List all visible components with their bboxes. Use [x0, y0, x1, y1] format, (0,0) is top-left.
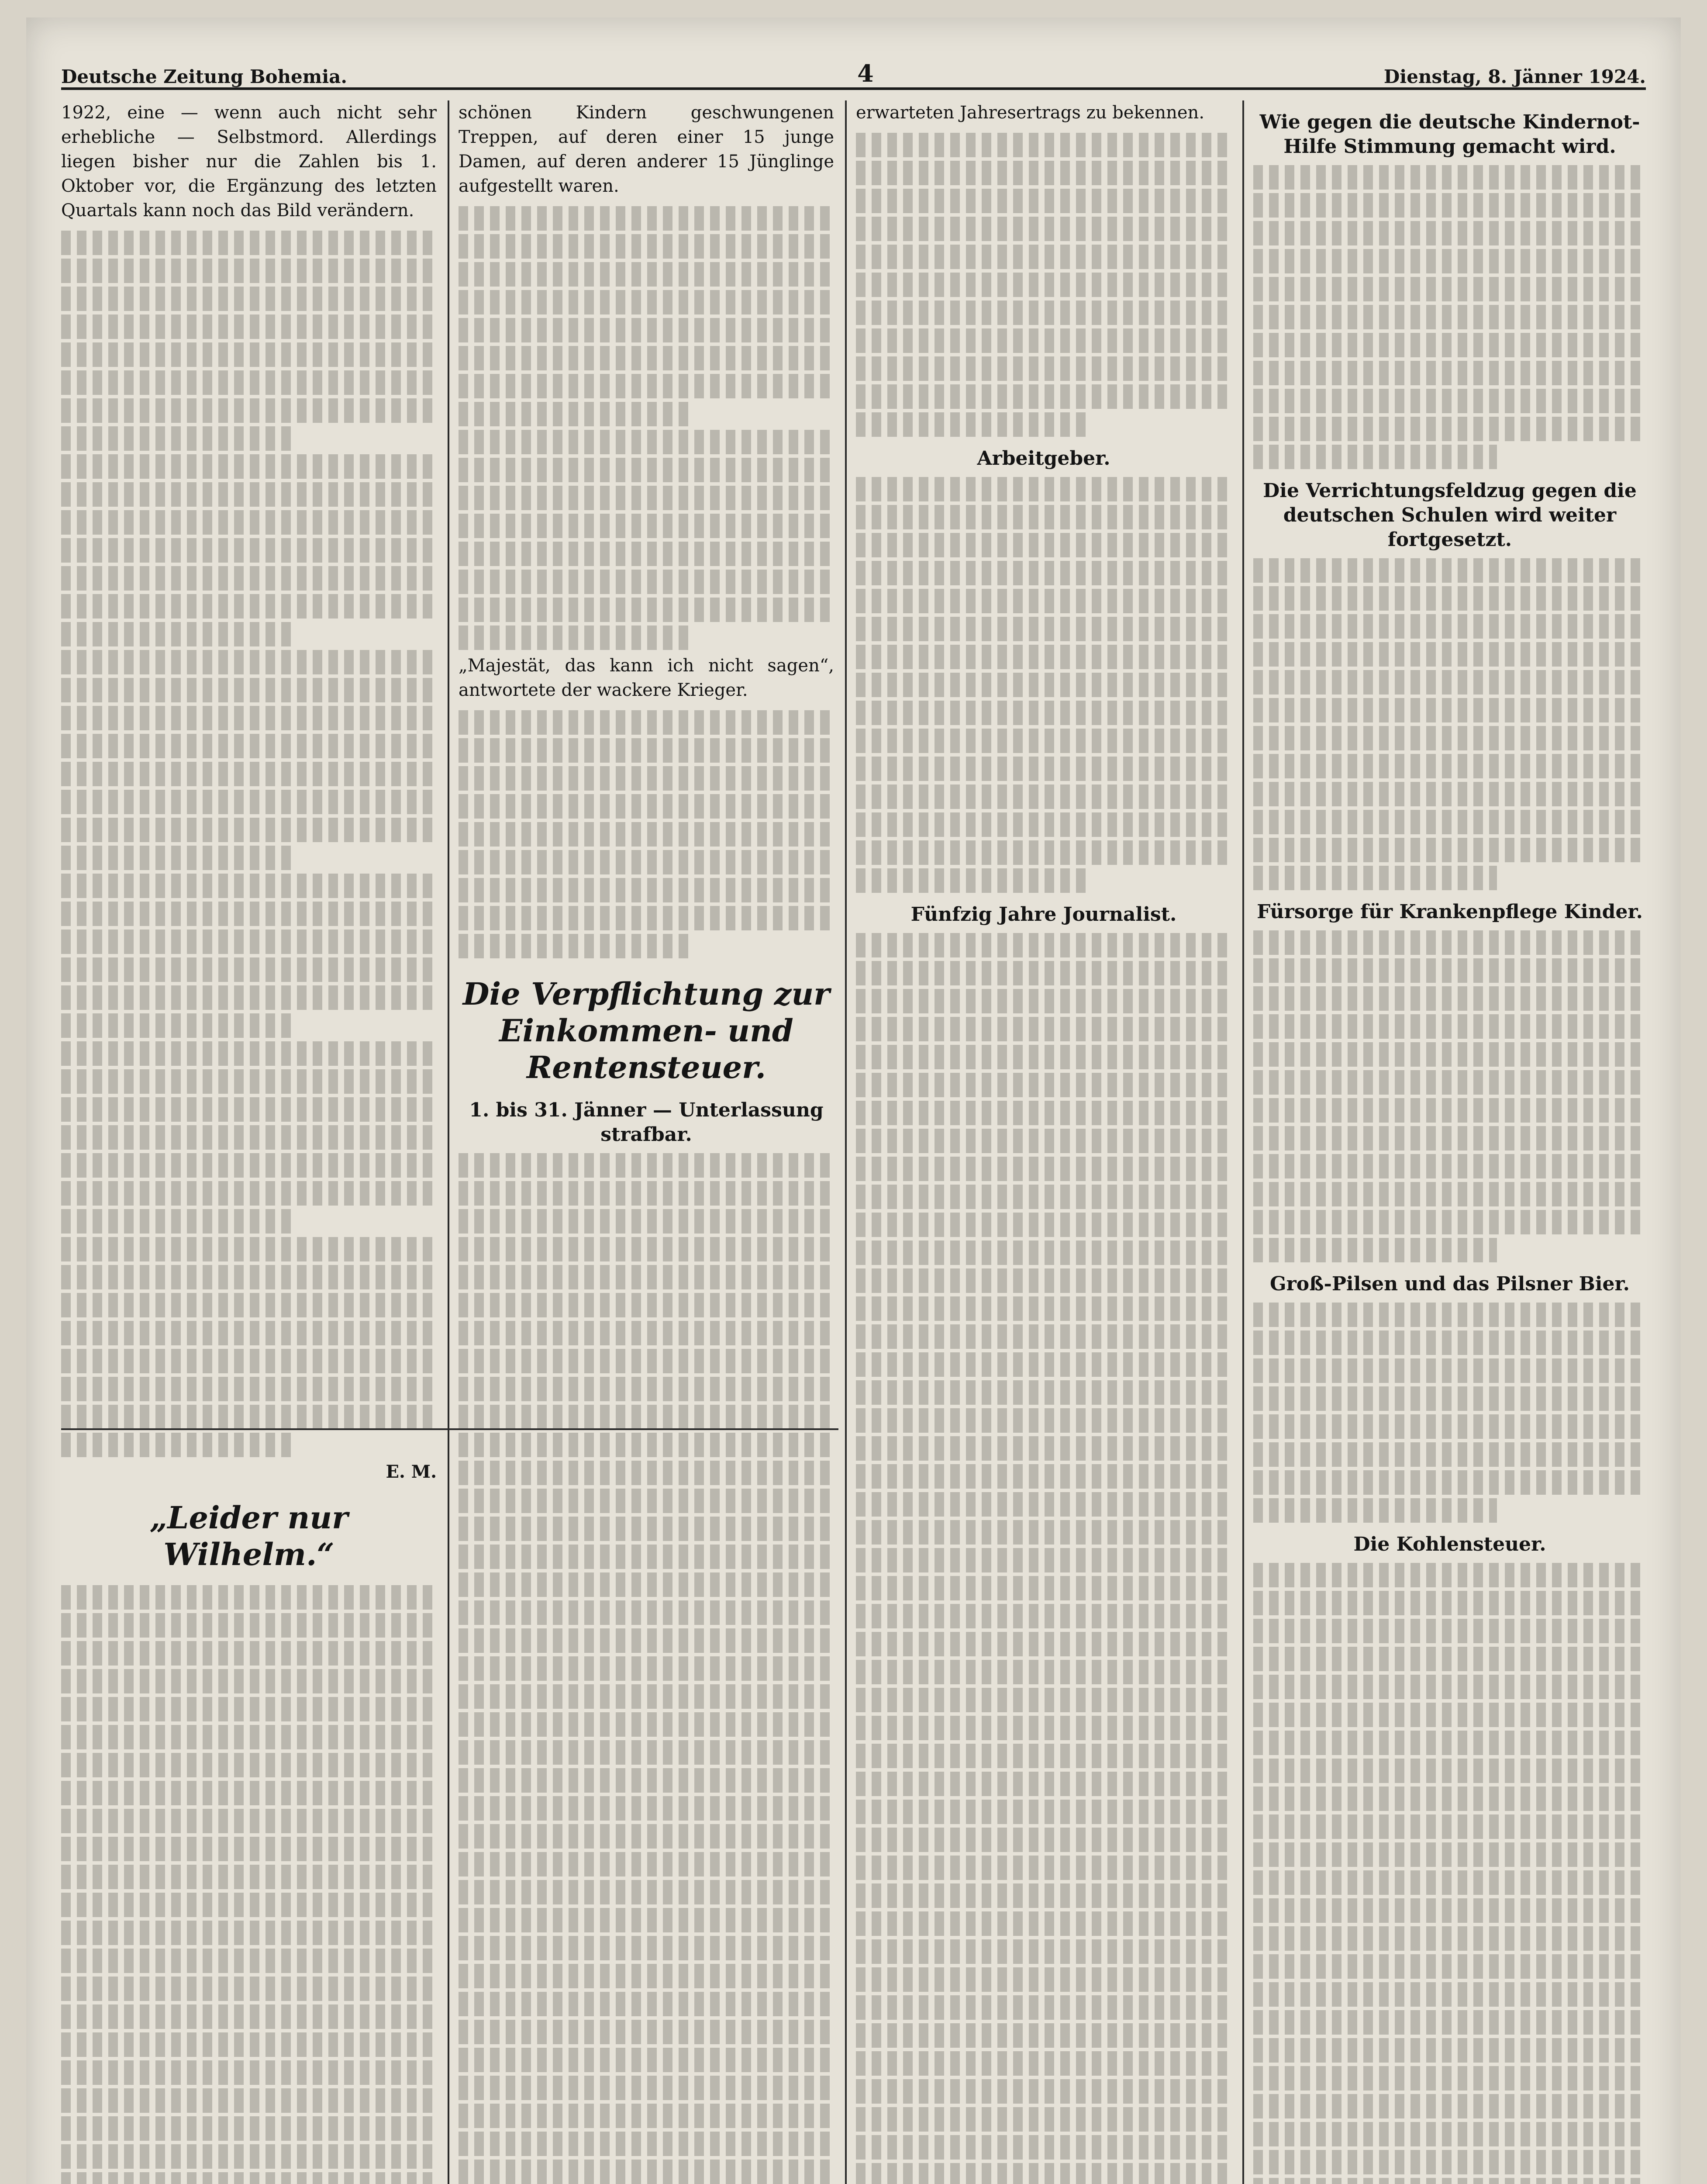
col4-subhead-2: Fürsorge für Krankenpflege Kinder. — [1257, 901, 1643, 923]
col2-subline: 1. bis 31. Jänner — Unterlassung strafbar. — [469, 1099, 824, 1146]
column-4 — [1253, 100, 1646, 2184]
column-2 — [459, 100, 834, 2184]
col4-subhead-3: Groß-Pilsen und das Pilsner Bier. — [1270, 1273, 1630, 1295]
col3-heading-2: Fünfzig Jahre Journalist. — [910, 903, 1177, 926]
page-header — [61, 48, 1646, 90]
col2-intro: schönen Kindern geschwungenen Treppen, auf deren einer 15 junge Damen, auf deren anderer 15 Jünglinge aufgestellt waren. — [459, 103, 834, 196]
column-divider — [448, 100, 449, 2184]
col4-subhead-4: Die Kohlensteuer. — [1353, 1533, 1546, 1555]
col2-quote-line: „Majestät, das kann ich nicht sagen“, antwortete der wackere Krieger. — [459, 656, 834, 700]
newspaper-page — [26, 17, 1681, 2184]
col3-intro: erwarteten Jahresertrags zu bekennen. — [856, 103, 1205, 123]
column-3 — [856, 100, 1231, 2184]
col1-heading: „Leider nur Wilhelm.“ — [149, 1500, 348, 1572]
header-masthead: Deutsche Zeitung Bohemia. — [61, 66, 347, 87]
column-1 — [61, 100, 437, 2184]
col4-intro: Wie gegen die deutsche Kindernot-Hilfe Stimmung gemacht wird. — [1259, 111, 1640, 158]
col1-intro: 1922, eine — wenn auch nicht sehr erhebliche — Selbstmord. Allerdings liegen bisher nur die Zahlen bis 1. Oktober vor, die Ergänzung des letzten Quartals kann noch das Bild verändern. — [61, 103, 437, 221]
header-date: Dienstag, 8. Jänner 1924. — [1383, 66, 1646, 87]
col4-subhead-1: Die Verrichtungsfeldzug gegen die deutschen Schulen wird weiter fortgesetzt. — [1263, 480, 1637, 551]
col1-signature: E. M. — [386, 1462, 437, 1482]
column-divider — [1242, 100, 1244, 2184]
column-divider — [845, 100, 847, 2184]
section-divider — [61, 1428, 838, 1430]
col2-heading: Die Verpflichtung zur Einkommen- und Rentensteuer. — [462, 976, 830, 1085]
col3-heading-1: Arbeitgeber. — [977, 447, 1110, 470]
page-number: 4 — [857, 59, 874, 87]
